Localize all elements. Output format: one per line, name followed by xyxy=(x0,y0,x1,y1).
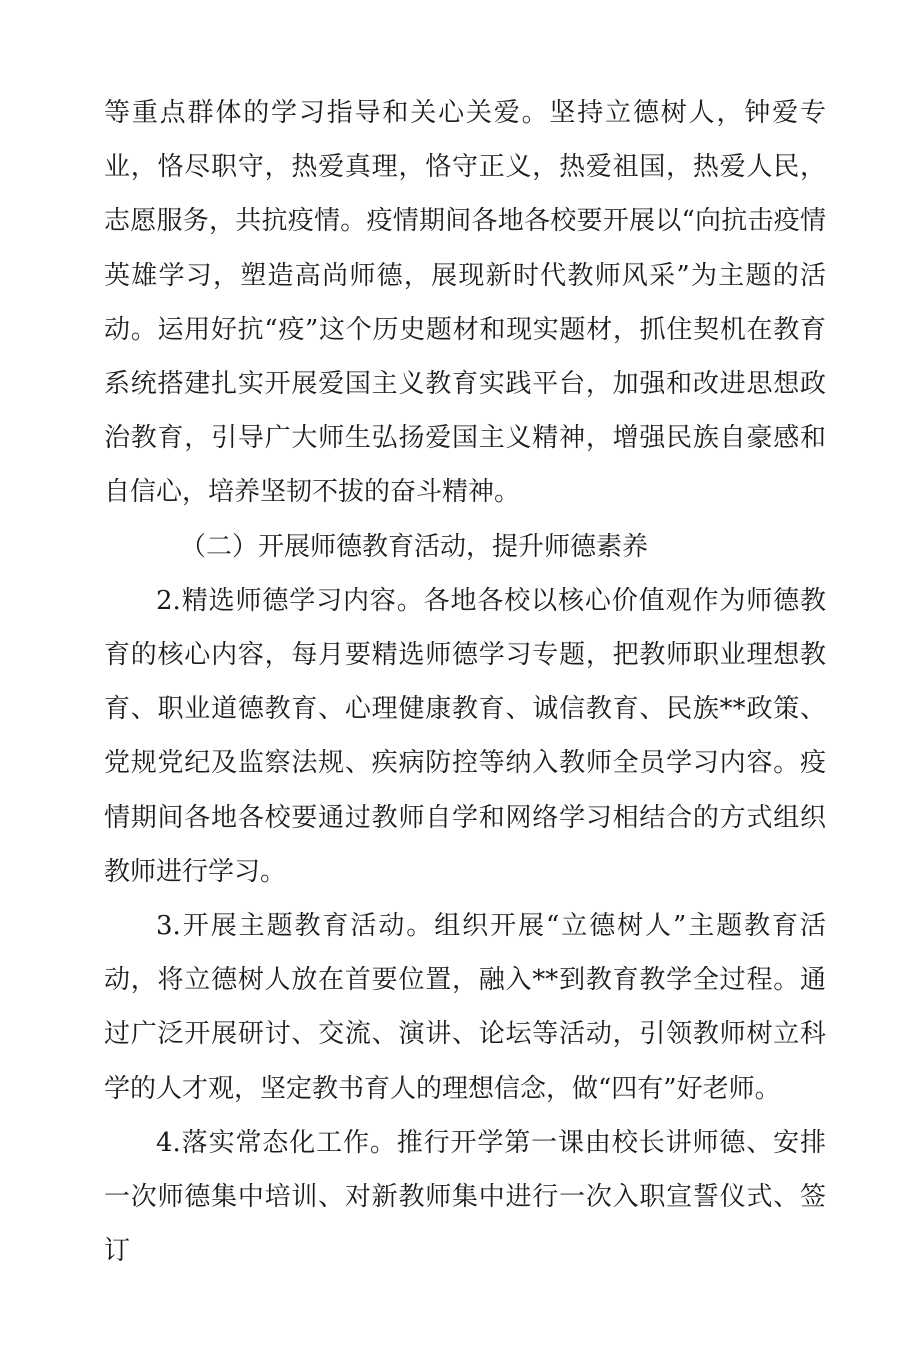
section-heading-ethics-education: （二）开展师德教育活动，提升师德素养 xyxy=(180,531,649,562)
paragraph-item-3-theme-activity: 3.开展主题教育活动。组织开展“立德树人”主题教育活动，将立德树人放在首要位置，融入**到教育教学全过程。通过广泛开展研讨、交流、演讲、论坛等活动，引领教师树立科学的人才观，坚定教书育人的理想信念，做“四有”好老师。 xyxy=(104,911,826,1104)
paragraph-item-2-study-content: 2.精选师德学习内容。各地各校以核心价值观作为师德教育的核心内容，每月要精选师德学习专题，把教师职业理想教育、职业道德教育、心理健康教育、诚信教育、民族**政策、党规党纪及监察法规、疾病防控等纳入教师全员学习内容。疫情期间各地各校要通过教师自学和网络学习相结合的方式组织教师进行学习。 xyxy=(104,585,826,887)
paragraph-patriotic-education: 等重点群体的学习指导和关心关爱。坚持立德树人，钟爱专业，恪尽职守，热爱真理，恪守正义，热爱祖国，热爱人民，志愿服务，共抗疫情。疫情期间各地各校要开展以“向抗击疫情英雄学习，塑造高尚师德，展现新时代教师风采”为主题的活动。运用好抗“疫”这个历史题材和现实题材，抓住契机在教育系统搭建扎实开展爱国主义教育实践平台，加强和改进思想政治教育，引导广大师生弘扬爱国主义精神，增强民族自豪感和自信心，培养坚韧不拔的奋斗精神。 xyxy=(104,98,826,508)
paragraph-item-4-routine-work: 4.落实常态化工作。推行开学第一课由校长讲师德、安排一次师德集中培训、对新教师集中进行一次入职宣誓仪式、签订 xyxy=(104,1127,826,1267)
document-body xyxy=(104,86,826,1278)
